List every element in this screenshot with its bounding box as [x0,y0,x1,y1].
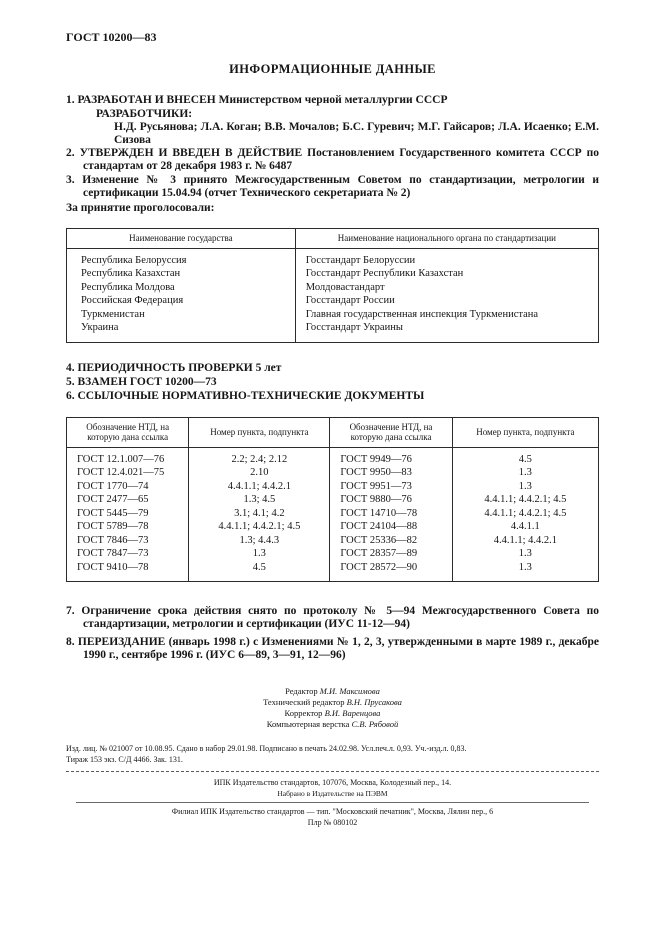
state-body: Госстандарт Белоруссии [295,248,598,267]
state-body: Главная государственная инспекция Туркменистана [295,308,598,322]
publisher-branch: Филиал ИПК Издательство стандартов — тип. "Московский печатник", Москва, Лялин пер., 6 [171,807,494,816]
credit-label: Технический редактор [263,697,345,707]
ntd-clause: 1.3 [189,547,330,561]
table-row [67,507,599,521]
ntd-clause: 4.4.1.1; 4.4.2.1 [452,534,598,548]
ntd-clause: 1.3 [452,561,598,582]
state-name: Республика Казахстан [81,268,181,279]
dashed-divider [66,771,599,772]
state-name: Туркменистан [81,308,145,320]
vote-intro: За принятие проголосовали: [66,202,215,214]
state-body: Госстандарт Республики Казахстан [295,267,598,281]
ntd-ref: ГОСТ 24104—88 [330,520,452,534]
ntd-ref: ГОСТ 14710—78 [330,507,452,521]
ntd-table-header-row [67,417,599,447]
states-col2-header: Наименование национального органа по стандартизации [295,229,598,249]
solid-divider [76,802,589,803]
ntd-clause: 4.4.1.1 [452,520,598,534]
doc-number: ГОСТ 10200—83 [66,30,157,44]
credit-technical-editor [66,697,599,708]
state-name: Республика Молдова [81,281,175,293]
ntd-ref: ГОСТ 9951—73 [330,480,452,494]
ntd-ref: ГОСТ 2477—65 [77,494,149,505]
item-3: 3. Изменение № 3 принято Межгосударственным Советом по стандартизации, метрологии и сертификации 15.04.94 (отчет Технического секретариата № 2) [66,174,599,199]
spacer [66,582,599,605]
state-name: Республика Белоруссия [81,254,187,266]
credit-label: Компьютерная верстка [266,719,350,729]
ntd-ref: ГОСТ 9880—76 [330,493,452,507]
state-body: Госстандарт России [295,294,598,308]
table-row [67,281,599,295]
state-name: Украина [81,322,119,333]
ntd-clause: 4.5 [189,561,330,582]
page-footer [66,686,599,936]
imprint-line-2: Тираж 153 экз. С/Д 4466. Зак. 131. [66,755,183,764]
page-title: ИНФОРМАЦИОННЫЕ ДАННЫЕ [229,62,436,76]
ntd-clause: 1.3 [452,480,598,494]
table-row [67,561,599,582]
credit-label: Корректор [284,708,323,718]
state-name: Российская Федерация [81,295,184,306]
ntd-clause: 4.4.1.1; 4.4.2.1; 4.5 [452,493,598,507]
state-body: Молдовастандарт [295,281,598,295]
ntd-clause: 4.4.1.1; 4.4.2.1; 4.5 [452,507,598,521]
states-table-header-row [67,229,599,249]
table-row [67,308,599,322]
credits-block [66,686,599,730]
ntd-col4-header: Номер пункта, подпункта [452,417,598,447]
imprint-block [66,743,599,765]
ntd-ref: ГОСТ 7846—73 [77,534,149,546]
ntd-ref: ГОСТ 9949—76 [330,447,452,466]
table-row [67,480,599,494]
table-row [67,321,599,342]
state-body: Госстандарт Украины [295,321,598,342]
ntd-clause: 1.3; 4.4.3 [189,534,330,548]
ntd-ref: ГОСТ 28572—90 [330,561,452,582]
credit-layout [66,719,599,730]
ntd-clause: 4.5 [452,447,598,466]
credit-name: В.Н. Прусакова [346,697,402,707]
ntd-ref: ГОСТ 1770—74 [77,480,149,492]
ntd-clause: 4.4.1.1; 4.4.2.1 [189,480,330,494]
credit-proofreader [66,708,599,719]
credit-editor [66,686,599,697]
ntd-ref: ГОСТ 7847—73 [77,548,149,559]
table-row [67,466,599,480]
ntd-clause: 1.3; 4.5 [189,493,330,507]
publisher-license: Плр № 080102 [307,818,358,827]
item-7: 7. Ограничение срока действия снято по протоколу № 5—94 Межгосударственного Совета по стандартизации, метрологии и сертификации (ИУС 11-12—94) [66,605,599,630]
ntd-col2-header: Номер пункта, подпункта [189,417,330,447]
table-row [67,447,599,466]
credit-name: В.И. Варенцова [324,708,381,718]
developers-label: РАЗРАБОТЧИКИ: [96,108,193,120]
states-col1-header: Наименование государства [67,229,296,249]
item-8: 8. ПЕРЕИЗДАНИЕ (январь 1998 г.) с Изменениями № 1, 2, 3, утвержденными в марте 1989 г., декабре 1990 г., сентябре 1996 г. (ИУС 6—89, 3—91, 12—96) [66,636,599,661]
publisher-address: ИПК Издательство стандартов, 107076, Москва, Колодезный пер., 14. [213,778,452,787]
item-6: 6. ССЫЛОЧНЫЕ НОРМАТИВНО-ТЕХНИЧЕСКИЕ ДОКУМЕНТЫ [66,389,425,402]
ntd-clause: 3.1; 4.1; 4.2 [189,507,330,521]
credit-label: Редактор [285,686,318,696]
ntd-ref: ГОСТ 28357—89 [330,547,452,561]
table-row [67,534,599,548]
ntd-references-table [66,417,599,583]
credit-name: М.И. Максимова [319,686,380,696]
table-row [67,547,599,561]
table-row [67,493,599,507]
ntd-clause: 1.3 [452,466,598,480]
table-row [67,248,599,267]
ntd-ref: ГОСТ 9950—83 [330,466,452,480]
states-table [66,228,599,343]
item-1: 1. РАЗРАБОТАН И ВНЕСЕН Министерством черной металлургии СССР [66,94,448,106]
ntd-ref: ГОСТ 12.4.021—75 [77,467,165,478]
imprint-line-1: Изд. лиц. № 021007 от 10.08.95. Сдано в набор 29.01.98. Подписано в печать 24.02.98. Усл.печ.л. 0,93. Уч.-изд.л. 0,83. [66,744,467,753]
ntd-col3-header: Обозначение НТД, на которую дана ссылка [330,417,452,447]
credit-name: С.В. Рябовой [351,719,399,729]
publisher-typeset-note: Набрано в Издательстве на ПЭВМ [277,789,388,798]
ntd-ref: ГОСТ 5445—79 [77,507,149,519]
ntd-clause: 4.4.1.1; 4.4.2.1; 4.5 [189,520,330,534]
item-5: 5. ВЗАМЕН ГОСТ 10200—73 [66,375,217,388]
developers-names: Н.Д. Русьянова; Л.А. Коган; В.В. Мочалов; Б.С. Гуревич; М.Г. Гайсаров; Л.А. Исаенко; Е.М. Сизова [114,121,599,146]
table-row [67,267,599,281]
ntd-ref: ГОСТ 12.1.007—76 [77,453,165,465]
table-row [67,294,599,308]
ntd-col1-header: Обозначение НТД, на которую дана ссылка [67,417,189,447]
item-4: 4. ПЕРИОДИЧНОСТЬ ПРОВЕРКИ 5 лет [66,361,282,374]
ntd-clause: 2.10 [189,466,330,480]
table-row [67,520,599,534]
ntd-ref: ГОСТ 5789—78 [77,521,149,532]
item-2: 2. УТВЕРЖДЕН И ВВЕДЕН В ДЕЙСТВИЕ Постановлением Государственного комитета СССР по стандартам от 28 декабря 1983 г. № 6487 [66,147,599,172]
ntd-ref: ГОСТ 9410—78 [77,561,149,573]
ntd-clause: 1.3 [452,547,598,561]
ntd-ref: ГОСТ 25336—82 [330,534,452,548]
ntd-clause: 2.2; 2.4; 2.12 [189,447,330,466]
